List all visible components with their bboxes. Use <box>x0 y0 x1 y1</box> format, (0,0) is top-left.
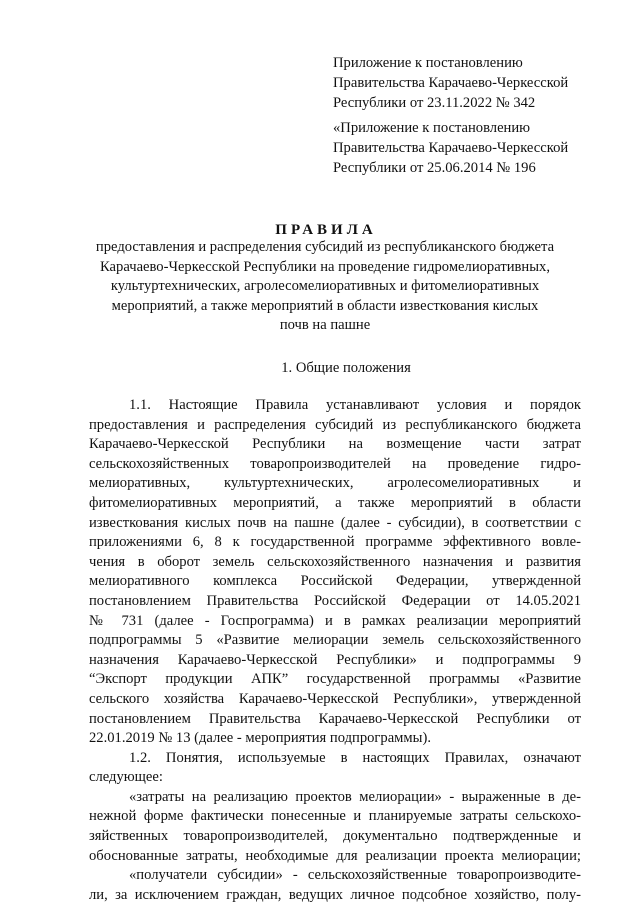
body-text-line: подпрограммы 5 «Развитие мелиорации земель сельскохозяйственного <box>89 632 581 649</box>
body-text-line: известкования кислых почв на пашне (далее - субсидии), в соответствии с <box>89 514 581 531</box>
annex-header-original <box>333 118 623 178</box>
annex-header-line: Правительства Карачаево-Черкесской <box>333 140 569 156</box>
body-text-line: постановлением Правительства Карачаево-Черкесской Республики от <box>89 710 581 727</box>
annex-header-line: «Приложение к постановлению <box>333 120 531 136</box>
body-text-line: фитомелиоративных мероприятий, а также мероприятий в области <box>89 494 581 511</box>
document-title: ПРАВИЛА <box>275 222 377 238</box>
subtitle-line: Карачаево-Черкесской Республики на проведение гидромелиоративных, <box>100 258 550 275</box>
body-text-line: мелиоративных, культуртехнических, агролесомелиоративных и <box>89 475 581 492</box>
subtitle-line: культуртехнических, агролесомелиоративных и фитомелиоративных <box>110 278 540 294</box>
body-text-line: обоснованные затраты, необходимые для реализации проекта мелиорации; <box>89 847 581 864</box>
body-text-line: 22.01.2019 № 13 (далее - мероприятия подпрограммы). <box>89 730 431 747</box>
body-text-line: приложениями 6, 8 к государственной программе эффективного вовле- <box>89 534 581 551</box>
body-text-line: нежной форме фактически понесенные и планируемые затраты сельскохо- <box>89 808 581 825</box>
body-text-line: Карачаево-Черкесской Республики на возмещение части затрат <box>89 436 581 453</box>
section-heading: 1. Общие положения <box>281 360 411 376</box>
body-text-line: 1.2. Понятия, используемые в настоящих Правилах, означают <box>129 749 581 766</box>
body-text-line: мелиоративного комплекса Российской Федерации, утвержденной <box>89 573 581 590</box>
body-text-line: 1.1. Настоящие Правила устанавливают условия и порядок <box>129 397 581 413</box>
body-text-line: зяйственных товаропроизводителей, документально подтвержденные и <box>89 828 581 845</box>
annex-header-line: Приложение к постановлению <box>333 55 523 71</box>
subtitle-line: предоставления и распределения субсидий из республиканского бюджета <box>95 239 555 255</box>
subtitle-line: почв на пашне <box>279 317 371 333</box>
annex-header-line: Республики от 25.06.2014 № 196 <box>333 160 536 176</box>
body-text-line: следующее: <box>89 769 163 786</box>
body-text-line: «получатели субсидии» - сельскохозяйственные товаропроизводите- <box>129 867 581 884</box>
annex-header-current <box>333 53 623 113</box>
document-subtitle <box>70 238 580 336</box>
body-text-line: сельскохозяйственных товаропроизводителей на проведение гидро- <box>89 455 581 472</box>
body-text-line: чения в оборот земель сельскохозяйственного назначения и развития <box>89 553 581 570</box>
body-text-line: назначения Карачаево-Черкесской Республики» и подпрограммы 9 <box>89 651 581 668</box>
document-body <box>89 396 581 905</box>
body-text-line: предоставления и распределения субсидий из республиканского бюджета <box>89 416 581 433</box>
annex-header-line: Правительства Карачаево-Черкесской <box>333 75 569 91</box>
body-text-line: «затраты на реализацию проектов мелиорации» - выраженные в де- <box>129 788 581 805</box>
body-text-line: ли, за исключением граждан, ведущих личное подсобное хозяйство, полу- <box>89 886 581 903</box>
body-text-line: сельского хозяйства Карачаево-Черкесской Республики», утвержденной <box>89 690 581 707</box>
subtitle-line: мероприятий, а также мероприятий в области известкования кислых <box>111 297 539 314</box>
body-text-line: “Экспорт продукции АПК” государственной программы «Развитие <box>89 671 581 688</box>
body-text-line: № 731 (далее - Госпрограмма) и в рамках реализации мероприятий <box>89 612 581 629</box>
body-text-line: постановлением Правительства Российской Федерации от 14.05.2021 <box>89 592 581 609</box>
annex-header-line: Республики от 23.11.2022 № 342 <box>333 95 536 111</box>
